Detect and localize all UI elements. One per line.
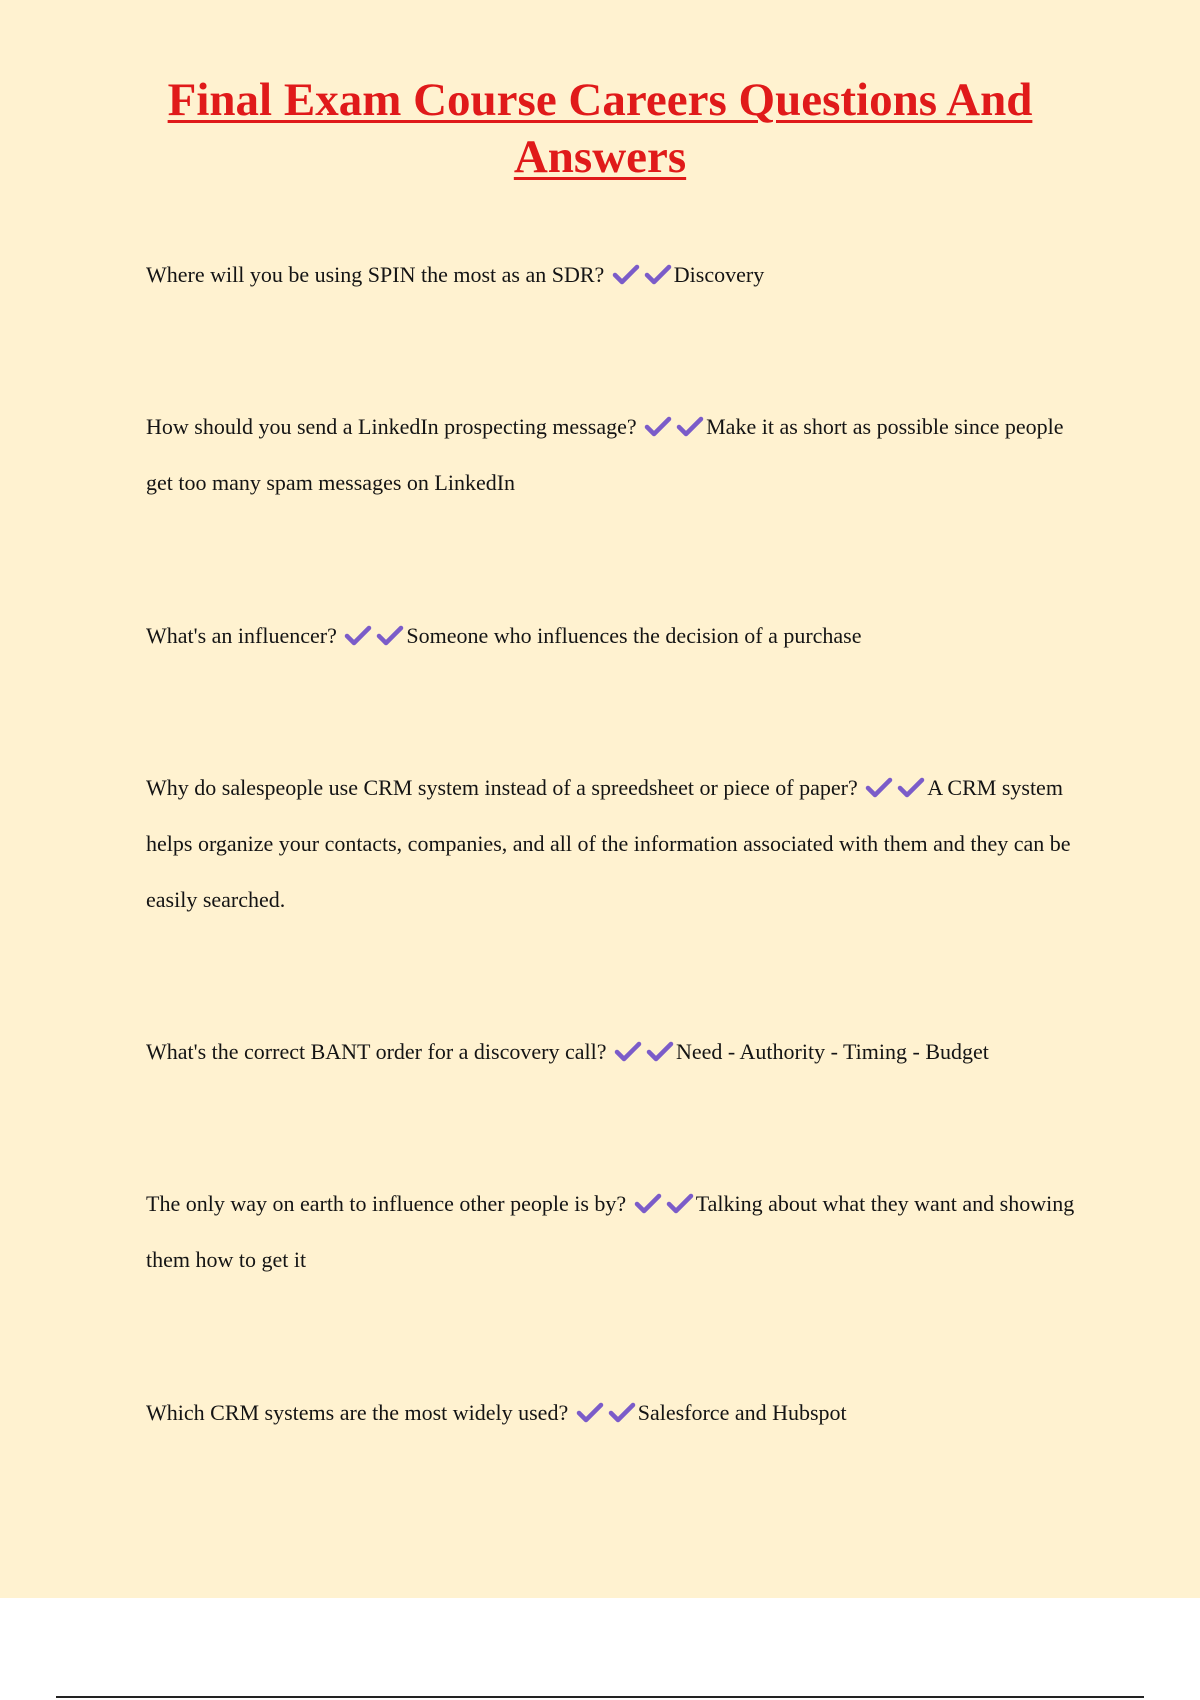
check-icon xyxy=(665,1193,695,1215)
document-title: Final Exam Course Careers Questions And Answers xyxy=(167,74,1033,183)
answer-text: Salesforce and Hubspot xyxy=(637,1400,847,1425)
qa-item-5 xyxy=(146,1022,1086,1082)
qa-item-3 xyxy=(146,606,1086,666)
qa-item-4 xyxy=(146,760,1086,928)
question-text: What's an influencer? xyxy=(146,623,337,648)
check-icon xyxy=(375,625,405,647)
answer-text: Someone who influences the decision of a purchase xyxy=(406,623,862,648)
check-icon xyxy=(675,416,705,438)
qa-item-6 xyxy=(146,1176,1086,1288)
check-icon xyxy=(896,777,926,799)
check-icon xyxy=(643,416,673,438)
question-text: How should you send a LinkedIn prospecting message? xyxy=(146,414,637,439)
question-text: Which CRM systems are the most widely used? xyxy=(146,1400,569,1425)
question-text: Why do salespeople use CRM system instead of a spreedsheet or piece of paper? xyxy=(146,775,858,800)
qa-item-2 xyxy=(146,399,1086,511)
check-icon xyxy=(343,625,373,647)
check-icon xyxy=(575,1402,605,1424)
answer-text: Need - Authority - Timing - Budget xyxy=(675,1039,989,1064)
answer-text: Make it as short as possible since people get too many spam messages on LinkedIn xyxy=(146,414,1064,495)
footer-divider xyxy=(56,1696,1144,1698)
check-icon xyxy=(633,1193,663,1215)
answer-text: Discovery xyxy=(673,262,765,287)
check-icon xyxy=(645,1041,675,1063)
check-icon xyxy=(613,1041,643,1063)
check-icon xyxy=(864,777,894,799)
qa-item-7 xyxy=(146,1383,1086,1443)
answer-text: Talking about what they want and showing them how to get it xyxy=(146,1191,1075,1272)
question-text: Where will you be using SPIN the most as an SDR? xyxy=(146,262,605,287)
check-icon xyxy=(611,264,641,286)
check-icon xyxy=(607,1402,637,1424)
question-text: The only way on earth to influence other people is by? xyxy=(146,1191,627,1216)
qa-item-1 xyxy=(146,245,1086,305)
check-icon xyxy=(643,264,673,286)
question-text: What's the correct BANT order for a discovery call? xyxy=(146,1039,607,1064)
answer-text: A CRM system helps organize your contacts, companies, and all of the information associated with them and they can be easily searched. xyxy=(146,775,1071,912)
